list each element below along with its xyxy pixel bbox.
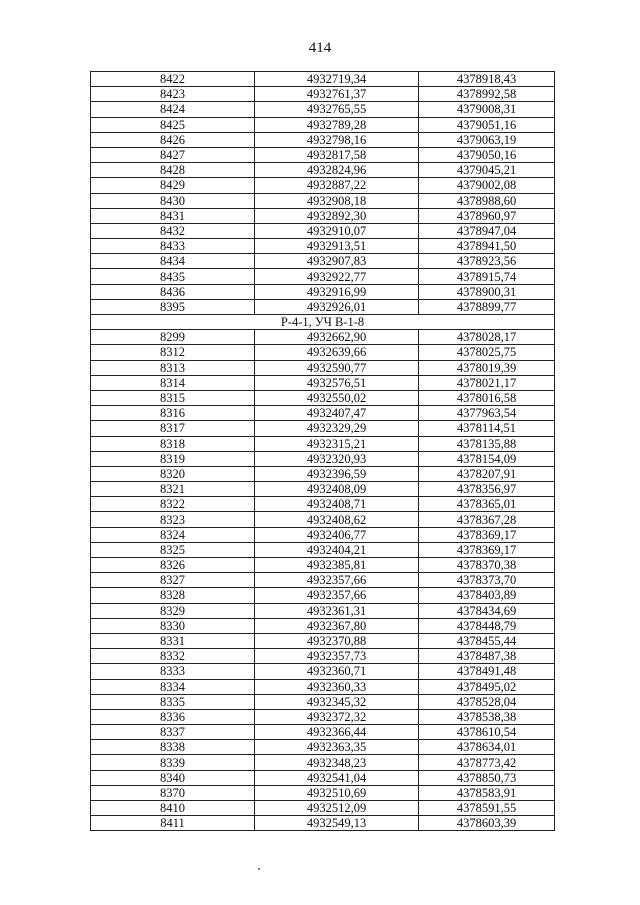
coordinates-table-body [91,72,555,831]
coordinate-x-cell: 4932913,51 [255,239,419,254]
point-number-cell: 8331 [91,633,255,648]
coordinate-y-cell: 4378941,50 [419,239,555,254]
coordinate-y-cell: 4378850,73 [419,770,555,785]
table-row [91,497,555,512]
coordinate-y-cell: 4378899,77 [419,299,555,314]
coordinate-y-cell: 4378610,54 [419,725,555,740]
point-number-cell: 8411 [91,816,255,831]
point-number-cell: 8316 [91,406,255,421]
point-number-cell: 8299 [91,330,255,345]
point-number-cell: 8430 [91,193,255,208]
coordinate-x-cell: 4932357,73 [255,649,419,664]
coordinate-x-cell: 4932367,80 [255,618,419,633]
table-row [91,679,555,694]
point-number-cell: 8338 [91,740,255,755]
table-row [91,239,555,254]
point-number-cell: 8429 [91,178,255,193]
point-number-cell: 8325 [91,542,255,557]
point-number-cell: 8324 [91,527,255,542]
point-number-cell: 8339 [91,755,255,770]
coordinate-y-cell: 4378495,02 [419,679,555,694]
section-title-row [91,315,555,330]
table-row [91,694,555,709]
coordinate-x-cell: 4932910,07 [255,223,419,238]
coordinate-y-cell: 4379051,16 [419,117,555,132]
coordinate-y-cell: 4378207,91 [419,466,555,481]
point-number-cell: 8319 [91,451,255,466]
table-row [91,390,555,405]
coordinate-y-cell: 4377963,54 [419,406,555,421]
coordinate-x-cell: 4932396,59 [255,466,419,481]
coordinate-x-cell: 4932719,34 [255,72,419,87]
table-row [91,633,555,648]
coordinate-y-cell: 4378365,01 [419,497,555,512]
coordinate-x-cell: 4932789,28 [255,117,419,132]
point-number-cell: 8427 [91,147,255,162]
coordinate-x-cell: 4932370,88 [255,633,419,648]
point-number-cell: 8436 [91,284,255,299]
coordinate-x-cell: 4932926,01 [255,299,419,314]
coordinate-x-cell: 4932662,90 [255,330,419,345]
coordinate-x-cell: 4932408,62 [255,512,419,527]
point-number-cell: 8432 [91,223,255,238]
coordinate-x-cell: 4932824,96 [255,163,419,178]
table-row [91,527,555,542]
point-number-cell: 8395 [91,299,255,314]
coordinates-table [90,71,555,831]
coordinate-y-cell: 4378135,88 [419,436,555,451]
coordinate-y-cell: 4378528,04 [419,694,555,709]
coordinate-y-cell: 4378019,39 [419,360,555,375]
table-row [91,406,555,421]
coordinate-x-cell: 4932541,04 [255,770,419,785]
page-number: 414 [308,40,332,56]
table-row [91,558,555,573]
table-row [91,466,555,481]
point-number-cell: 8422 [91,72,255,87]
coordinate-y-cell: 4378448,79 [419,618,555,633]
table-row [91,755,555,770]
table-row [91,375,555,390]
table-row [91,785,555,800]
point-number-cell: 8426 [91,132,255,147]
coordinate-x-cell: 4932408,71 [255,497,419,512]
table-row [91,709,555,724]
table-row [91,649,555,664]
coordinate-x-cell: 4932922,77 [255,269,419,284]
coordinate-x-cell: 4932761,37 [255,87,419,102]
point-number-cell: 8433 [91,239,255,254]
coordinate-y-cell: 4379050,16 [419,147,555,162]
coordinate-y-cell: 4378900,31 [419,284,555,299]
point-number-cell: 8370 [91,785,255,800]
point-number-cell: 8434 [91,254,255,269]
point-number-cell: 8315 [91,390,255,405]
coordinate-y-cell: 4378021,17 [419,375,555,390]
coordinate-y-cell: 4379002,08 [419,178,555,193]
table-row [91,147,555,162]
coordinate-x-cell: 4932345,32 [255,694,419,709]
table-row [91,740,555,755]
coordinate-x-cell: 4932357,66 [255,573,419,588]
coordinate-x-cell: 4932798,16 [255,132,419,147]
coordinate-x-cell: 4932385,81 [255,558,419,573]
coordinate-x-cell: 4932576,51 [255,375,419,390]
coordinate-x-cell: 4932315,21 [255,436,419,451]
point-number-cell: 8323 [91,512,255,527]
table-row [91,588,555,603]
coordinate-y-cell: 4378373,70 [419,573,555,588]
coordinate-x-cell: 4932320,93 [255,451,419,466]
coordinate-y-cell: 4378634,01 [419,740,555,755]
point-number-cell: 8431 [91,208,255,223]
coordinate-y-cell: 4378773,42 [419,755,555,770]
table-row [91,816,555,831]
point-number-cell: 8423 [91,87,255,102]
coordinate-y-cell: 4378603,39 [419,816,555,831]
point-number-cell: 8327 [91,573,255,588]
point-number-cell: 8329 [91,603,255,618]
point-number-cell: 8322 [91,497,255,512]
coordinate-x-cell: 4932765,55 [255,102,419,117]
point-number-cell: 8336 [91,709,255,724]
coordinate-y-cell: 4378369,17 [419,542,555,557]
point-number-cell: 8333 [91,664,255,679]
coordinate-y-cell: 4378369,17 [419,527,555,542]
point-number-cell: 8424 [91,102,255,117]
point-number-cell: 8428 [91,163,255,178]
coordinate-y-cell: 4378923,56 [419,254,555,269]
table-row [91,330,555,345]
table-row [91,284,555,299]
table-row [91,193,555,208]
coordinate-x-cell: 4932907,83 [255,254,419,269]
coordinate-x-cell: 4932549,13 [255,816,419,831]
coordinate-x-cell: 4932817,58 [255,147,419,162]
coordinate-x-cell: 4932510,69 [255,785,419,800]
table-row [91,618,555,633]
table-row [91,72,555,87]
point-number-cell: 8332 [91,649,255,664]
coordinate-y-cell: 4378960,97 [419,208,555,223]
coordinate-y-cell: 4378538,38 [419,709,555,724]
coordinate-y-cell: 4378028,17 [419,330,555,345]
coordinate-x-cell: 4932329,29 [255,421,419,436]
coordinate-y-cell: 4378114,51 [419,421,555,436]
coordinate-y-cell: 4378367,28 [419,512,555,527]
table-row [91,801,555,816]
coordinate-x-cell: 4932372,32 [255,709,419,724]
coordinate-y-cell: 4378403,89 [419,588,555,603]
table-row [91,223,555,238]
point-number-cell: 8318 [91,436,255,451]
coordinate-y-cell: 4378356,97 [419,482,555,497]
point-number-cell: 8340 [91,770,255,785]
table-row [91,345,555,360]
coordinate-x-cell: 4932892,30 [255,208,419,223]
coordinate-y-cell: 4378915,74 [419,269,555,284]
point-number-cell: 8321 [91,482,255,497]
coordinate-x-cell: 4932408,09 [255,482,419,497]
table-row [91,163,555,178]
coordinate-x-cell: 4932404,21 [255,542,419,557]
coordinate-x-cell: 4932360,33 [255,679,419,694]
table-row [91,482,555,497]
coordinate-y-cell: 4378434,69 [419,603,555,618]
table-row [91,573,555,588]
table-row [91,360,555,375]
table-row [91,664,555,679]
table-row [91,178,555,193]
table-row [91,542,555,557]
coordinate-y-cell: 4378154,09 [419,451,555,466]
coordinate-y-cell: 4379045,21 [419,163,555,178]
coordinate-x-cell: 4932887,22 [255,178,419,193]
table-row [91,102,555,117]
point-number-cell: 8410 [91,801,255,816]
coordinate-x-cell: 4932357,66 [255,588,419,603]
table-row [91,512,555,527]
coordinate-x-cell: 4932550,02 [255,390,419,405]
coordinate-x-cell: 4932590,77 [255,360,419,375]
point-number-cell: 8334 [91,679,255,694]
point-number-cell: 8328 [91,588,255,603]
point-number-cell: 8317 [91,421,255,436]
coordinate-x-cell: 4932361,31 [255,603,419,618]
point-number-cell: 8425 [91,117,255,132]
table-row [91,603,555,618]
coordinate-y-cell: 4378025,75 [419,345,555,360]
point-number-cell: 8313 [91,360,255,375]
point-number-cell: 8326 [91,558,255,573]
coordinate-y-cell: 4379008,31 [419,102,555,117]
coordinate-x-cell: 4932512,09 [255,801,419,816]
point-number-cell: 8435 [91,269,255,284]
section-title: Р-4-1, УЧ В-1-8 [91,315,555,330]
point-number-cell: 8320 [91,466,255,481]
coordinate-x-cell: 4932366,44 [255,725,419,740]
coordinate-x-cell: 4932406,77 [255,527,419,542]
table-row [91,269,555,284]
coordinate-x-cell: 4932916,99 [255,284,419,299]
point-number-cell: 8314 [91,375,255,390]
table-row [91,87,555,102]
table-row [91,208,555,223]
point-number-cell: 8312 [91,345,255,360]
coordinate-y-cell: 4378491,48 [419,664,555,679]
table-row [91,254,555,269]
table-row [91,451,555,466]
table-row [91,436,555,451]
point-number-cell: 8335 [91,694,255,709]
coordinate-y-cell: 4378016,58 [419,390,555,405]
coordinate-y-cell: 4378992,58 [419,87,555,102]
coordinate-y-cell: 4378455,44 [419,633,555,648]
coordinate-y-cell: 4378918,43 [419,72,555,87]
coordinate-y-cell: 4378947,04 [419,223,555,238]
table-row [91,132,555,147]
coordinate-x-cell: 4932639,66 [255,345,419,360]
coordinate-x-cell: 4932348,23 [255,755,419,770]
stray-dot-mark [258,868,260,870]
coordinate-y-cell: 4378988,60 [419,193,555,208]
coordinate-y-cell: 4378583,91 [419,785,555,800]
coordinate-x-cell: 4932363,35 [255,740,419,755]
point-number-cell: 8337 [91,725,255,740]
table-row [91,725,555,740]
coordinate-y-cell: 4378591,55 [419,801,555,816]
table-row [91,117,555,132]
coordinate-y-cell: 4378487,38 [419,649,555,664]
point-number-cell: 8330 [91,618,255,633]
coordinate-y-cell: 4379063,19 [419,132,555,147]
coordinate-x-cell: 4932908,18 [255,193,419,208]
table-row [91,299,555,314]
table-row [91,770,555,785]
table-row [91,421,555,436]
coordinate-x-cell: 4932360,71 [255,664,419,679]
coordinate-y-cell: 4378370,38 [419,558,555,573]
coordinate-x-cell: 4932407,47 [255,406,419,421]
